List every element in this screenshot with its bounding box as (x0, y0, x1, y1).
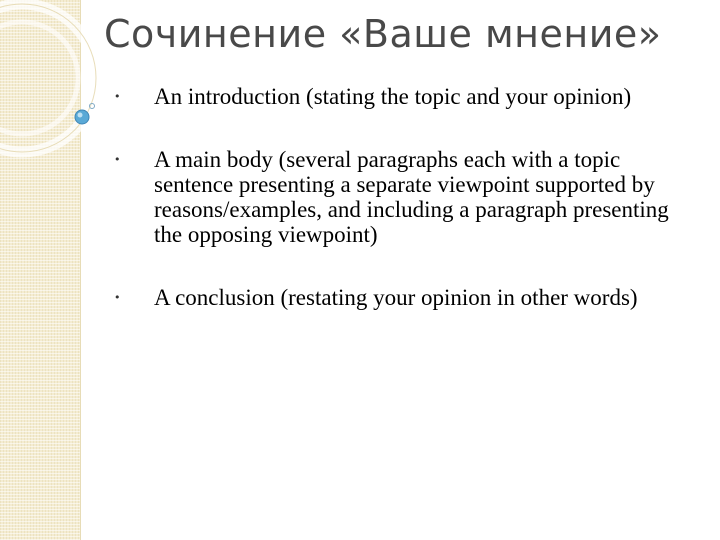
slide-title: Сочинение «Ваше мнение» (104, 12, 662, 56)
list-item (108, 147, 688, 247)
bullet-dot-icon: • (114, 90, 121, 103)
bullet-list (108, 84, 688, 310)
bullet-dot-icon: • (114, 291, 121, 304)
list-item (108, 84, 688, 109)
bullet-text: An introduction (stating the topic and your opinion) (154, 84, 632, 109)
bullet-dot-icon: • (114, 153, 121, 166)
circle-decoration-icon (0, 0, 120, 250)
bullet-text: A main body (several paragraphs each with a topic sentence presenting a separate viewpoint supported by reasons/examples, and including a paragraph presenting the opposing viewpoint) (154, 147, 669, 247)
bullet-text: A conclusion (restating your opinion in other words) (154, 285, 638, 310)
list-item (108, 285, 688, 310)
